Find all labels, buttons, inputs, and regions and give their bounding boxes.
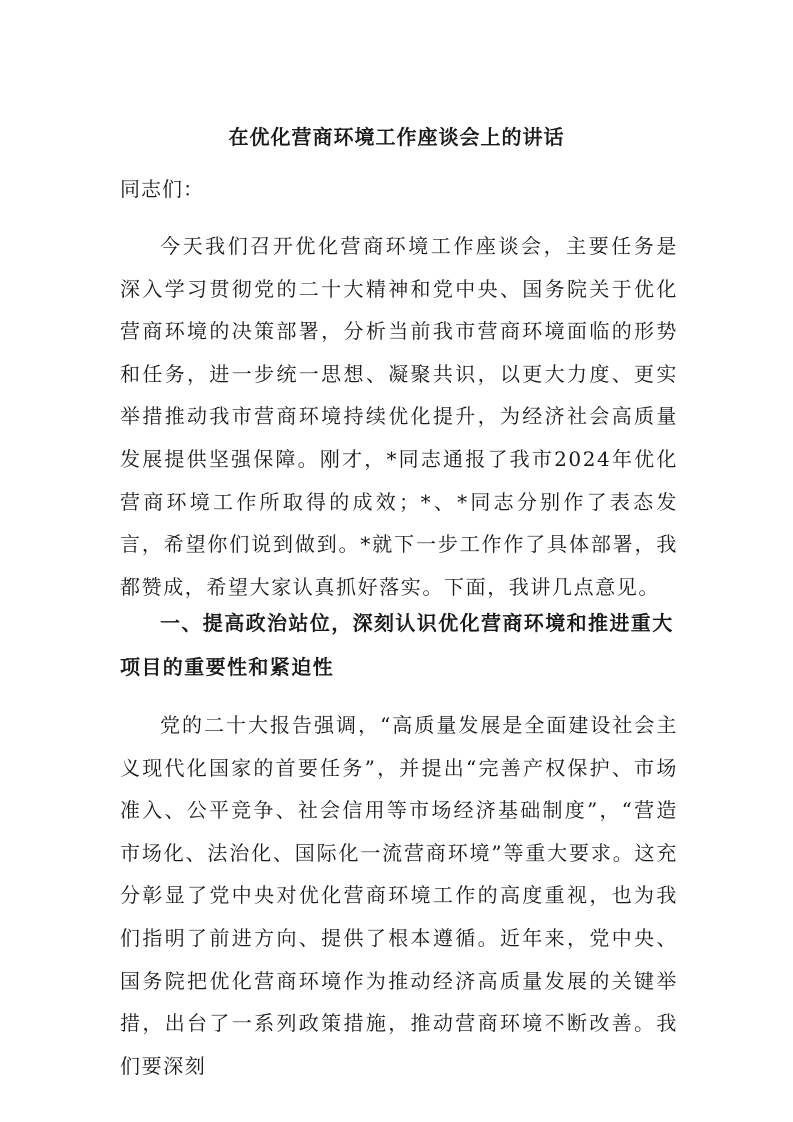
body-paragraph: 党的二十大报告强调，“高质量发展是全面建设社会主义现代化国家的首要任务”，并提出“完善产权保护、市场准入、公平竞争、社会信用等市场经济基础制度”，“营造市场化、法治化、国际化一流营商环境”等重大要求。这充分彰显了党中央对优化营商环境工作的高度重视，也为我们指明了前进方向、提供了根本遵循。近年来，党中央、国务院把优化营商环境作为推动经济高质量发展的关键举措，出台了一系列政策措施，推动营商环境不断改善。我们要深刻 bbox=[120, 713, 678, 1078]
section-heading: 一、提高政治站位，深刻认识优化营商环境和推进重大项目的重要性和紧迫性 bbox=[120, 611, 674, 679]
salutation: 同志们： bbox=[120, 177, 204, 201]
document-title: 在优化营商环境工作座谈会上的讲话 bbox=[228, 125, 565, 149]
body-paragraph: 今天我们召开优化营商环境工作座谈会，主要任务是深入学习贯彻党的二十大精神和党中央、国务院关于优化营商环境的决策部署，分析当前我市营商环境面临的形势和任务，进一步统一思想、凝聚共识，以更大力度、更实举措推动我市营商环境持续优化提升，为经济社会高质量发展提供坚强保障。刚才，*同志通报了我市2024年优化营商环境工作所取得的成效；*、*同志分别作了表态发言，希望你们说到做到。*就下一步工作作了具体部署，我都赞成，希望大家认真抓好落实。下面，我讲几点意见。 bbox=[120, 234, 678, 599]
